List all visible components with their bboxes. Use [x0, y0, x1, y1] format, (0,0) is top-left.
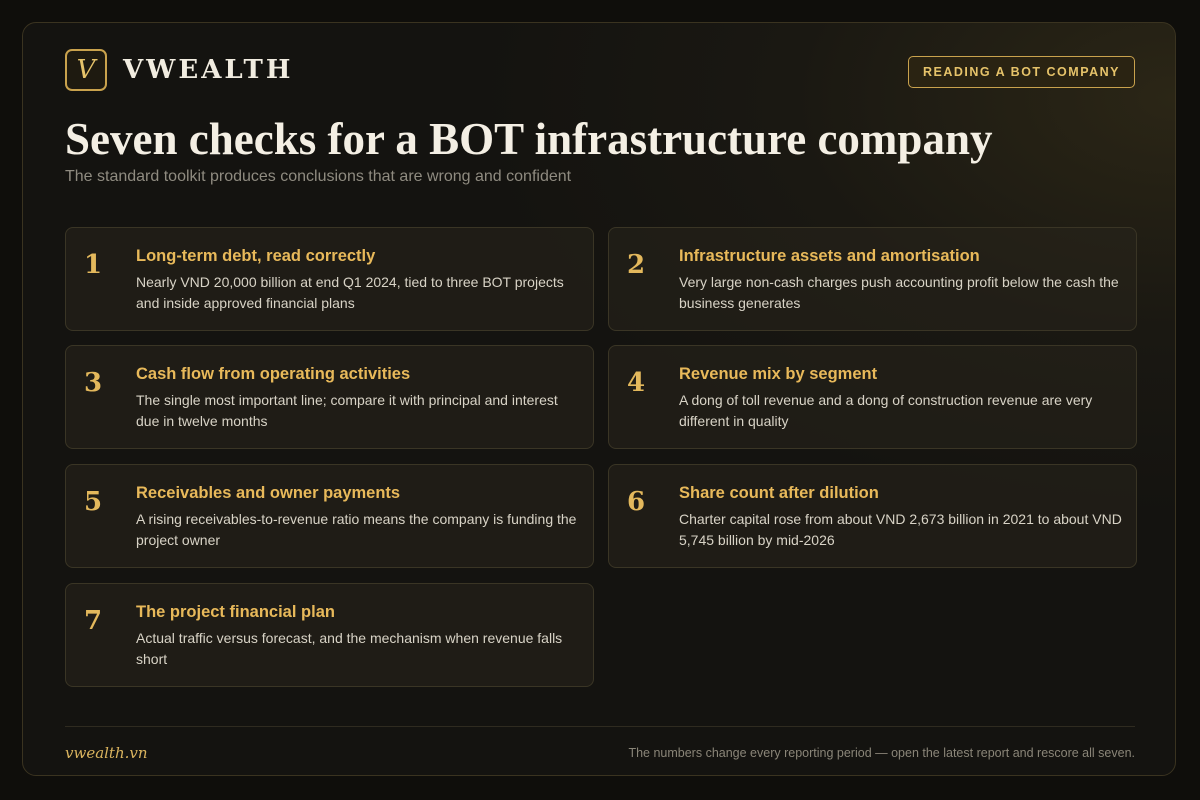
check-description: The single most important line; compare it with principal and interest due in twelve months	[136, 392, 558, 429]
check-description: Actual traffic versus forecast, and the mechanism when revenue falls short	[136, 630, 563, 667]
check-title: Long-term debt, read correctly	[136, 247, 376, 265]
check-number: 3	[84, 368, 103, 398]
check-number: 5	[84, 487, 103, 517]
check-title: Revenue mix by segment	[679, 365, 878, 383]
check-number: 4	[627, 368, 646, 398]
check-description: Charter capital rose from about VND 2,673 billion in 2021 to about VND 5,745 billion by mid-2026	[679, 511, 1122, 548]
check-card-7	[65, 583, 594, 687]
check-description: Nearly VND 20,000 billion at end Q1 2024, tied to three BOT projects and inside approved financial plans	[136, 274, 564, 311]
page-subtitle: The standard toolkit produces conclusions that are wrong and confident	[65, 168, 572, 185]
footer-site-link[interactable]: vwealth.vn	[65, 744, 148, 762]
footer-divider	[65, 726, 1135, 727]
check-card-4	[608, 345, 1137, 449]
check-card-1	[65, 227, 594, 331]
check-title: Cash flow from operating activities	[136, 365, 411, 383]
brand-name: VWEALTH	[123, 55, 294, 85]
check-title: Receivables and owner payments	[136, 484, 401, 502]
brand-logo: V	[65, 49, 107, 91]
check-number: 7	[84, 606, 103, 636]
check-description: A dong of toll revenue and a dong of construction revenue are very different in quality	[679, 392, 1093, 429]
topic-badge: READING A BOT COMPANY	[908, 56, 1135, 88]
check-card-5	[65, 464, 594, 568]
check-card-2	[608, 227, 1137, 331]
check-title: Share count after dilution	[679, 484, 879, 502]
infographic-frame	[22, 22, 1176, 776]
check-number: 6	[627, 487, 646, 517]
page-title: Seven checks for a BOT infrastructure company	[65, 114, 993, 164]
check-description: Very large non-cash charges push accounting profit below the cash the business generates	[679, 274, 1119, 311]
footer-note: The numbers change every reporting period — open the latest report and rescore all seven.	[628, 746, 1135, 760]
check-description: A rising receivables-to-revenue ratio means the company is funding the project owner	[136, 511, 577, 548]
check-number: 1	[84, 250, 103, 280]
check-card-3	[65, 345, 594, 449]
check-title: The project financial plan	[136, 603, 335, 621]
check-card-6	[608, 464, 1137, 568]
check-number: 2	[627, 250, 646, 280]
check-title: Infrastructure assets and amortisation	[679, 247, 980, 265]
